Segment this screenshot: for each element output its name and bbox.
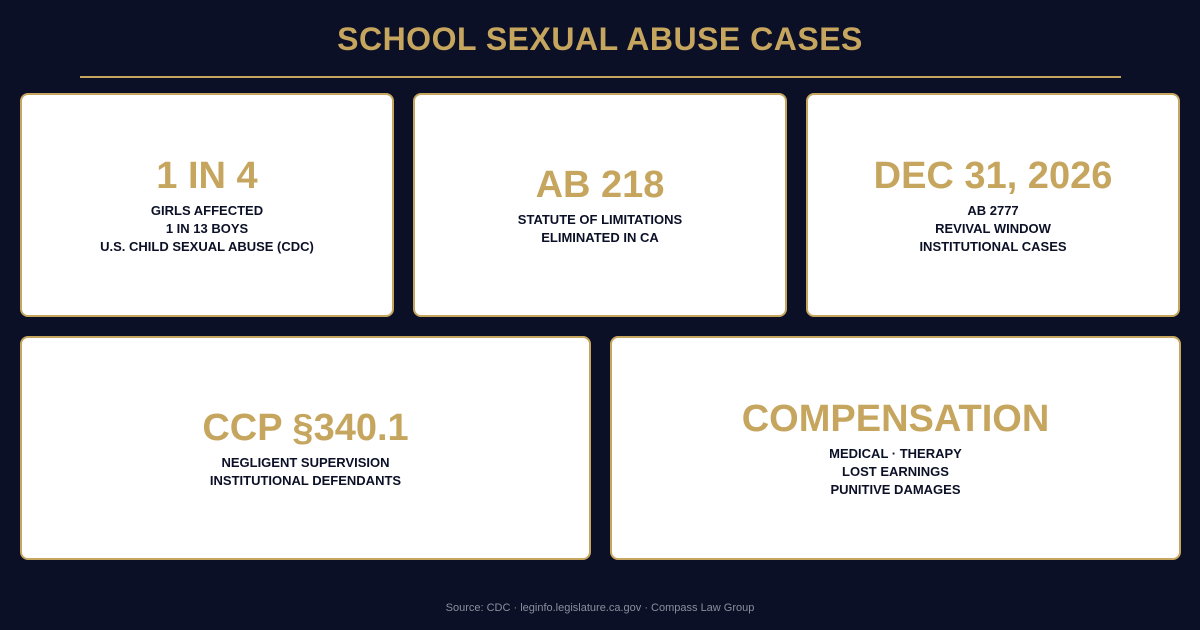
card-detail-line: STATUTE OF LIMITATIONS bbox=[517, 212, 683, 227]
card-headline: CCP §340.1 bbox=[202, 407, 409, 449]
card-detail-line: MEDICAL · THERAPY bbox=[829, 446, 962, 461]
card-detail-line: NEGLIGENT SUPERVISION bbox=[221, 455, 390, 470]
card-headline: AB 218 bbox=[535, 164, 665, 206]
source-footer: Source: CDC · leginfo.legislature.ca.gov · Compass Law Group bbox=[445, 602, 755, 614]
stat-card-ccp-340-1 bbox=[20, 336, 591, 560]
stat-card-compensation bbox=[610, 336, 1181, 560]
stat-card-prevalence bbox=[20, 93, 394, 317]
card-detail-line: INSTITUTIONAL DEFENDANTS bbox=[209, 473, 402, 488]
card-headline: 1 IN 4 bbox=[156, 155, 258, 197]
card-detail-line: AB 2777 bbox=[967, 203, 1019, 218]
stat-card-ab218 bbox=[413, 93, 787, 317]
page-title: SCHOOL SEXUAL ABUSE CASES bbox=[337, 21, 863, 57]
card-detail-line: U.S. CHILD SEXUAL ABUSE (CDC) bbox=[100, 239, 314, 254]
card-headline: COMPENSATION bbox=[741, 398, 1050, 440]
card-detail-line: 1 IN 13 BOYS bbox=[165, 221, 249, 236]
title-divider bbox=[80, 76, 1121, 78]
card-detail-line: LOST EARNINGS bbox=[842, 464, 949, 479]
card-detail-line: PUNITIVE DAMAGES bbox=[830, 482, 961, 497]
card-detail-line: INSTITUTIONAL CASES bbox=[919, 239, 1067, 254]
card-headline: DEC 31, 2026 bbox=[873, 155, 1113, 197]
card-detail-line: GIRLS AFFECTED bbox=[150, 203, 264, 218]
stat-card-deadline bbox=[806, 93, 1180, 317]
card-detail-line: ELIMINATED IN CA bbox=[541, 230, 659, 245]
card-detail-line: REVIVAL WINDOW bbox=[935, 221, 1051, 236]
